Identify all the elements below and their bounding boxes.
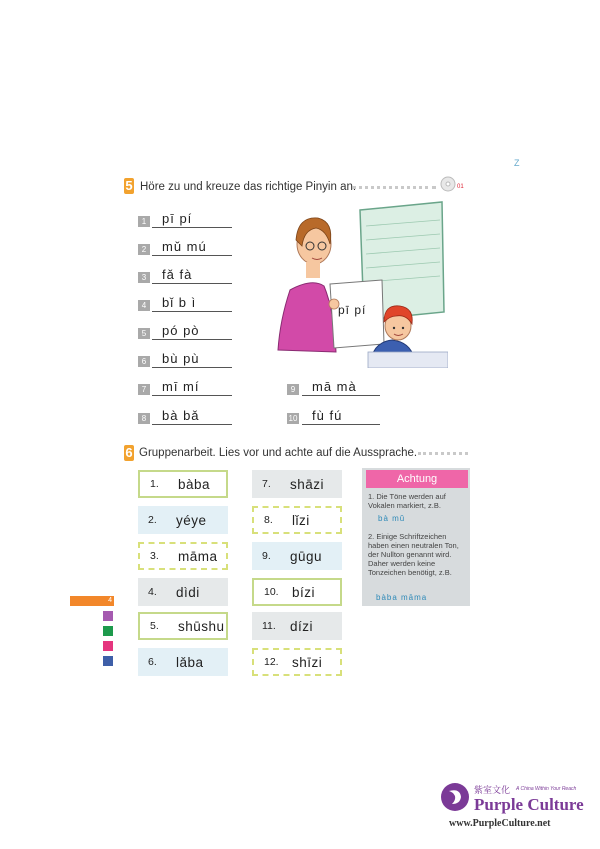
exercise-5-instruction: Höre zu und kreuze das richtige Pinyin an. (140, 181, 357, 193)
answer-line (152, 227, 232, 228)
answer-line (302, 424, 380, 425)
word-pinyin: lǎba (176, 654, 204, 670)
item-number: 2 (138, 244, 150, 255)
word-pinyin: dízi (290, 618, 314, 634)
pinyin-option-pair[interactable]: mī mí (162, 379, 200, 394)
word-card[interactable] (138, 542, 228, 570)
divider-dots (418, 452, 468, 455)
answer-line (152, 367, 232, 368)
word-pinyin: bízi (292, 584, 316, 600)
item-number: 3 (138, 272, 150, 283)
answer-line (152, 255, 232, 256)
word-pinyin: māma (178, 548, 218, 564)
audio-track-number: 01 (457, 184, 464, 190)
logo-name: Purple Culture (474, 795, 584, 814)
word-pinyin: lǐzi (292, 512, 310, 528)
word-number: 4. (148, 586, 157, 598)
word-number: 6. (148, 656, 157, 668)
word-number: 11. (262, 620, 276, 632)
word-number: 5. (150, 620, 159, 632)
chapter-tab[interactable] (103, 641, 113, 651)
teacher-student-illustration (272, 200, 448, 368)
item-number: 5 (138, 328, 150, 339)
word-card[interactable] (252, 470, 342, 498)
word-card[interactable] (138, 506, 228, 534)
word-number: 3. (150, 550, 159, 562)
word-number: 12. (264, 656, 279, 668)
word-number: 2. (148, 514, 157, 526)
logo-url[interactable]: www.PurpleCulture.net (449, 818, 551, 829)
item-number: 4 (138, 300, 150, 311)
pinyin-option-pair[interactable]: bà bǎ (162, 408, 200, 423)
pinyin-option-pair[interactable]: fǎ fà (162, 267, 193, 282)
pinyin-option-pair[interactable]: mǔ mú (162, 239, 207, 254)
item-number: 8 (138, 413, 150, 424)
exercise-6-instruction: Gruppenarbeit. Lies vor und achte auf die Aussprache. (139, 447, 418, 459)
note-point-1: 1. Die Töne werden auf Vokalen markiert, z.B. (368, 492, 446, 510)
word-card[interactable] (138, 612, 228, 640)
divider-dots (352, 186, 436, 189)
item-number: 6 (138, 356, 150, 367)
word-card[interactable] (252, 612, 342, 640)
word-card[interactable] (138, 578, 228, 606)
note-heading: Achtung (366, 470, 468, 488)
cd-audio-icon[interactable] (438, 176, 468, 193)
chapter-tab[interactable] (103, 626, 113, 636)
word-number: 9. (262, 550, 271, 562)
word-card[interactable] (252, 506, 342, 534)
answer-line (302, 395, 380, 396)
word-pinyin: shāzi (290, 476, 325, 492)
note-point-2: 2. Einige Schriftzeichen haben einen neutralen Ton, der Nullton genannt wird. Daher werden keine Tonzeichen benötigt, z.B. (368, 532, 459, 577)
pinyin-option-pair[interactable]: bù pù (162, 351, 200, 366)
answer-line (152, 395, 232, 396)
pinyin-option-pair[interactable]: mā mà (312, 379, 357, 394)
word-card[interactable] (252, 648, 342, 676)
word-number: 1. (150, 478, 159, 490)
word-number: 8. (264, 514, 273, 526)
word-number: 7. (262, 478, 271, 490)
word-card[interactable] (138, 470, 228, 498)
note-example-1: bà mǔ (378, 514, 406, 523)
word-card[interactable] (138, 648, 228, 676)
answer-line (152, 283, 232, 284)
answer-line (152, 339, 232, 340)
chapter-tab[interactable] (103, 656, 113, 666)
item-number: 9 (287, 384, 299, 395)
pinyin-option-pair[interactable]: pó pò (162, 323, 200, 338)
word-pinyin: gūgu (290, 548, 323, 564)
word-pinyin: yéye (176, 512, 207, 528)
note-example-2: bàba māma (376, 593, 428, 602)
word-pinyin: dìdi (176, 584, 200, 600)
answer-line (152, 311, 232, 312)
page-number: 4 (70, 596, 114, 606)
pinyin-option-pair[interactable]: bǐ b ì (162, 295, 197, 310)
exercise-6-number: 6 (125, 445, 133, 460)
pinyin-option-pair[interactable]: pī pí (162, 211, 193, 226)
card-text: pī pí (338, 303, 367, 317)
pinyin-option-pair[interactable]: fù fú (312, 408, 343, 423)
item-number: 10 (288, 414, 298, 423)
word-pinyin: shūshu (178, 618, 225, 634)
item-number: 7 (138, 384, 150, 395)
corner-mark: Z (514, 158, 520, 168)
word-number: 10. (264, 586, 279, 598)
word-card[interactable] (252, 542, 342, 570)
word-pinyin: shīzi (292, 654, 323, 670)
word-pinyin: bàba (178, 476, 211, 492)
word-card[interactable] (252, 578, 342, 606)
logo-tagline: A China Within Your Reach (516, 786, 577, 792)
exercise-5-number: 5 (125, 178, 133, 193)
item-number: 1 (138, 216, 150, 227)
purple-culture-logo-icon (440, 782, 470, 812)
chapter-tab[interactable] (103, 611, 113, 621)
answer-line (152, 424, 232, 425)
logo-chinese-text: 紫室文化 (474, 786, 511, 796)
